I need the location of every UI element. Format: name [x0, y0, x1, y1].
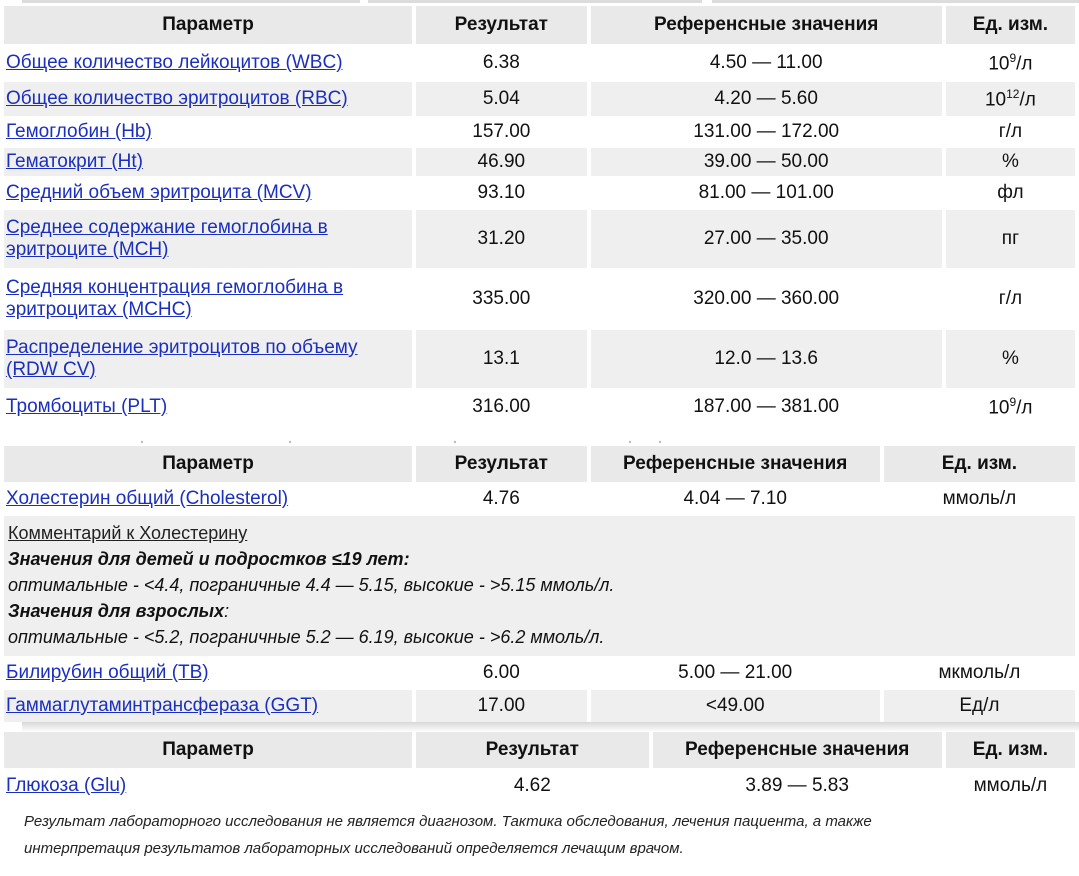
header-result: Результат [416, 446, 586, 482]
header-unit: Ед. изм. [946, 732, 1075, 768]
unit-value: пг [946, 210, 1075, 268]
result-value: 157.00 [472, 121, 531, 142]
biochem-section [0, 444, 1079, 724]
result-value: 4.76 [482, 488, 520, 509]
table-row [4, 148, 1075, 176]
disclaimer-line-1: Результат лабораторного исследования не является диагнозом. Тактика обследования, лечения пациента, а также [24, 813, 872, 830]
unit-value: Ед/л [884, 690, 1075, 722]
unit-value: % [946, 330, 1075, 388]
ref-value: <49.00 [591, 690, 880, 722]
ref-value: 320.00 — 360.00 [693, 288, 840, 309]
param-link[interactable]: Гаммаглутаминтрансфераза (GGT) [6, 695, 319, 716]
table-row [4, 690, 1075, 722]
unit-value: $10^9/л$ [988, 394, 1033, 419]
ref-value: 39.00 — 50.00 [591, 148, 942, 176]
param-link[interactable]: Средняя концентрация гемоглобина в эритроцитах (MCHC) [6, 277, 344, 320]
unit-value: мкмоль/л [938, 662, 1021, 683]
ref-value: 81.00 — 101.00 [698, 182, 834, 203]
unit-value: г/л [998, 288, 1023, 309]
adult-label: Значения для взрослых [8, 601, 225, 621]
ref-value: 3.89 — 5.83 [745, 775, 849, 796]
result-value: 335.00 [472, 288, 531, 309]
header-unit: Ед. изм. [884, 446, 1075, 482]
table-row [4, 82, 1075, 116]
table-header-row [4, 446, 1075, 482]
unit-value: % [946, 148, 1075, 176]
result-value: 93.10 [477, 182, 526, 203]
result-value: 31.20 [416, 210, 586, 268]
param-link[interactable]: Тромбоциты (PLT) [6, 396, 168, 417]
param-link[interactable]: Холестерин общий (Cholesterol) [6, 488, 289, 509]
unit-value: ммоль/л [942, 488, 1017, 509]
result-value: 46.90 [416, 148, 586, 176]
ref-value: 4.50 — 11.00 [709, 52, 823, 73]
result-value: 4.62 [513, 775, 551, 796]
result-value: 6.38 [482, 52, 520, 73]
header-param: Параметр [4, 446, 412, 482]
param-link[interactable]: Распределение эритроцитов по объему (RDW CV) [6, 337, 358, 380]
unit-value: $10^9/л$ [988, 50, 1033, 75]
ref-value: 187.00 — 381.00 [693, 396, 840, 417]
table-row [4, 46, 1075, 80]
blood-count-table [0, 4, 1079, 426]
glucose-section [0, 730, 1079, 804]
header-ref: Референсные значения [591, 6, 942, 44]
param-link[interactable]: Глюкоза (Glu) [6, 775, 127, 796]
param-link[interactable]: Общее количество эритроцитов (RBC) [6, 88, 348, 109]
kids-label: Значения для детей и подростков ≤19 лет [8, 549, 404, 569]
unit-value: г/л [998, 121, 1023, 142]
glucose-table [0, 730, 1079, 804]
header-param: Параметр [4, 6, 412, 44]
param-link[interactable]: Гематокрит (Ht) [6, 151, 143, 172]
header-result: Результат [416, 732, 648, 768]
param-link[interactable]: Средний объем эритроцита (MCV) [6, 182, 312, 203]
header-result: Результат [416, 6, 586, 44]
result-value: 5.04 [416, 82, 586, 116]
ref-value: 5.00 — 21.00 [678, 662, 793, 683]
param-link[interactable]: Гемоглобин (Hb) [6, 121, 152, 142]
ref-value: 131.00 — 172.00 [693, 121, 840, 142]
table-row [4, 390, 1075, 424]
header-unit: Ед. изм. [946, 6, 1075, 44]
kids-text: оптимальные - <4.4, пограничные 4.4 — 5.15, высокие - >5.15 ммоль/л. [8, 575, 615, 595]
table-row [4, 330, 1075, 388]
param-link[interactable]: Среднее содержание гемоглобина в эритроците (MCH) [6, 217, 328, 260]
unit-value: фл [997, 182, 1024, 203]
result-value: 316.00 [472, 396, 531, 417]
header-ref: Референсные значения [653, 732, 942, 768]
header-ref: Референсные значения [591, 446, 880, 482]
table-header-row [4, 732, 1075, 768]
table-row [4, 178, 1075, 208]
ref-value: 4.20 — 5.60 [591, 82, 942, 116]
param-link[interactable]: Билирубин общий (TB) [6, 662, 209, 683]
biochem-table [0, 444, 1079, 724]
blood-count-section [0, 4, 1079, 426]
result-value: 13.1 [416, 330, 586, 388]
ref-value: 4.04 — 7.10 [683, 488, 787, 509]
table-row [4, 270, 1075, 328]
result-value: 6.00 [482, 662, 520, 683]
table-row [4, 118, 1075, 146]
table-header-row [4, 6, 1075, 44]
result-value: 17.00 [416, 690, 586, 722]
table-row [4, 484, 1075, 514]
ref-value: 27.00 — 35.00 [591, 210, 942, 268]
disclaimer-line-2: интерпретация результатов лабораторных исследований определяется лечащим врачом. [24, 840, 684, 857]
header-param: Параметр [4, 732, 412, 768]
table-row [4, 210, 1075, 268]
unit-value: $10^{12}/л$ [946, 82, 1075, 116]
unit-value: ммоль/л [973, 775, 1048, 796]
ref-value: 12.0 — 13.6 [591, 330, 942, 388]
table-row [4, 658, 1075, 688]
disclaimer-note [24, 808, 1024, 862]
cholesterol-comment: Комментарий к Холестерину Значения для детей и подростков ≤19 лет: оптимальные - <4.4, пограничные 4.4 — 5.15, высокие - >5.15 ммоль/л. Значения для взрослых: оптимальные - <5.2, пограничные 5.2 — 6.19, высокие - >6.2 ммоль/л. [4, 516, 1075, 656]
comment-title: Комментарий к Холестерину [8, 523, 248, 543]
table-row [4, 770, 1075, 802]
param-link[interactable]: Общее количество лейкоцитов (WBC) [6, 52, 343, 73]
adult-text: оптимальные - <5.2, пограничные 5.2 — 6.19, высокие - >6.2 ммоль/л. [8, 627, 605, 647]
